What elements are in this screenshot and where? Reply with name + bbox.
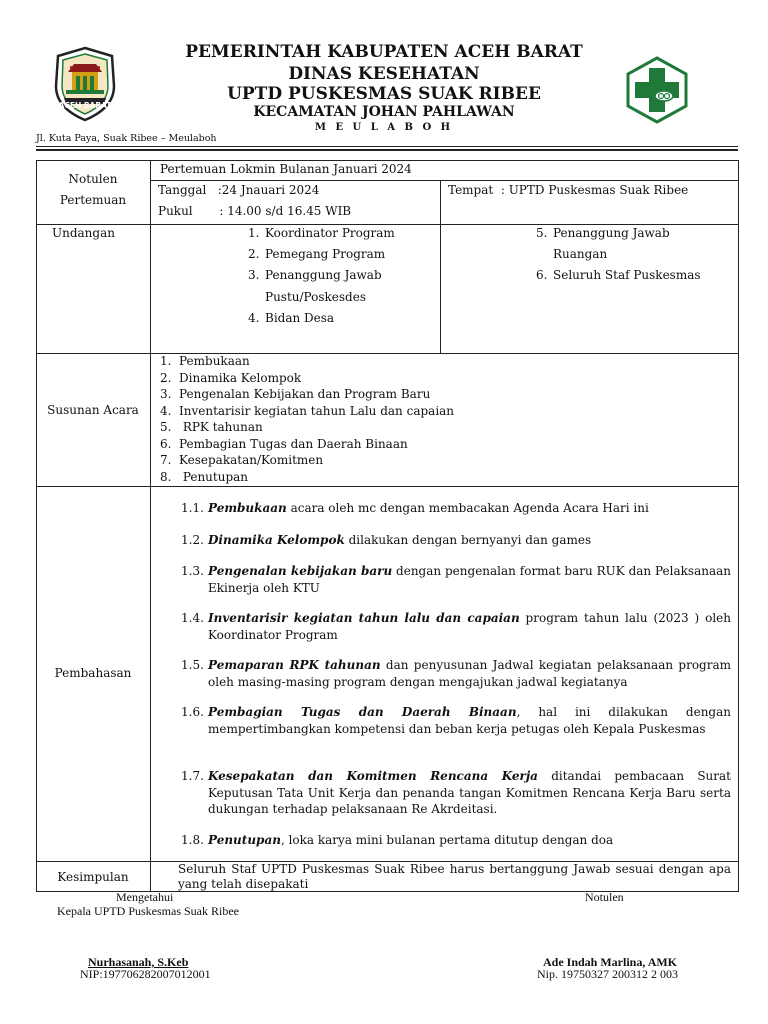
acara-item-num: 4. [160,403,172,418]
meeting-date: Tanggal :24 Jnauari 2024 [158,183,320,197]
undangan-item: Koordinator Program [265,226,395,240]
acara-item: Pengenalan Kebijakan dan Program Baru [179,387,431,401]
sig-right-name: Ade Indah Marlina, AMK [543,955,678,969]
pembahasan-item-num: 1.6. [181,705,204,719]
pembahasan-item-text: ditandai pembacaan Surat Keputusan Tata Unit Kerja dan penanda tangan Komitmen Rencana Kerja Baru serta dukungan terhadap pelaksanaan Re Akrdeitasi. [208,769,731,816]
pembahasan-item-text: dilakukan dengan bernyanyi dan games [344,533,592,547]
acara-item: Dinamika Kelompok [179,370,302,385]
label-pembahasan: Pembahasan [54,666,132,680]
pembahasan-item [208,657,731,690]
undangan-item-num: 5. [536,226,548,240]
acara-item: RPK tahunan [179,420,263,434]
pembahasan-item-heading: Penutupan [208,833,281,847]
acara-item-num: 2. [160,370,172,385]
pembahasan-item-num: 1.5. [181,658,204,672]
pembahasan-item [208,500,731,517]
pembahasan-item [208,610,731,643]
table-row-divider [36,486,739,487]
undangan-item-num: 4. [248,310,260,325]
sig-left-title2: Kepala UPTD Puskesmas Suak Ribee [57,904,239,918]
pembahasan-item-heading: Dinamika Kelompok [208,533,345,547]
header-line-3: UPTD PUSKESMAS SUAK RIBEE [227,84,541,104]
sig-right-title: Notulen [585,890,624,904]
address: Jl. Kuta Paya, Suak Ribee – Meulaboh [36,133,217,144]
acara-item-num: 7. [160,453,172,467]
pembahasan-item [208,563,731,596]
undangan-item-num: 1. [248,226,260,240]
pembahasan-item-num: 1.1. [181,501,204,515]
undangan-item: Penanggung Jawab [553,226,670,240]
pembahasan-item-text: program tahun lalu (2023 ) oleh Koordinator Program [208,611,731,642]
acara-item: Inventarisir kegiatan tahun Lalu dan capaian [179,403,455,418]
meeting-place: Tempat : UPTD Puskesmas Suak Ribee [448,183,689,197]
label-notulen: Notulen [68,172,118,186]
pembahasan-item [208,832,731,849]
pembahasan-item-text: dan penyusunan Jadwal kegiatan pelaksanaan program oleh masing-masing program dengan mengajukan jadwal kegiatanya [208,658,731,689]
pembahasan-item-text: , hal ini dilakukan dengan mempertimbangkan kompetensi dan beban kerja petugas oleh Kepala Puskesmas [208,705,731,736]
header-line-4: KECAMATAN JOHAN PAHLAWAN [253,104,515,120]
pembahasan-item-text: dengan pengenalan format baru RUK dan Pelaksanaan Ekinerja oleh KTU [208,564,731,595]
header-line-1: PEMERINTAH KABUPATEN ACEH BARAT [185,42,583,62]
pembahasan-item-num: 1.7. [181,769,204,783]
acara-item: Penutupan [179,469,249,484]
label-undangan: Undangan [52,226,115,240]
acara-item-num: 6. [160,436,172,451]
acara-item-num: 1. [160,354,172,368]
meeting-time: Pukul : 14.00 s/d 16.45 WIB [158,204,352,218]
sig-right-nip: Nip. 19750327 200312 2 003 [537,967,678,981]
divider [36,149,738,151]
acara-item-num: 5. [160,420,172,434]
label-kesimpulan: Kesimpulan [57,870,129,884]
sig-left-name: Nurhasanah, S.Keb [88,955,189,969]
table-row-divider [150,180,739,181]
table-row-divider [36,353,739,354]
pembahasan-item-heading: Pembukaan [208,501,287,515]
undangan-item: Pustu/Poskesdes [265,289,366,304]
pembahasan-item-heading: Pengenalan kebijakan baru [208,564,393,578]
label-pertemuan: Pertemuan [59,193,127,207]
pembahasan-item-num: 1.3. [181,564,204,578]
table-col-divider [150,160,151,892]
pembahasan-item-heading: Pembagian Tugas dan Daerah Binaan [208,705,517,719]
pembahasan-item-num: 1.4. [181,611,204,625]
pembahasan-item-heading: Pemaparan RPK tahunan [208,658,381,672]
pembahasan-item-text: , loka karya mini bulanan pertama ditutup dengan doa [280,833,614,847]
pembahasan-item-num: 1.2. [181,533,204,547]
pembahasan-item-heading: Inventarisir kegiatan tahun lalu dan capaian [208,611,520,625]
sig-left-title1: Mengetahui [116,890,174,904]
undangan-item-num: 2. [248,247,260,262]
header-line-2: DINAS KESEHATAN [288,64,480,84]
meeting-title: Pertemuan Lokmin Bulanan Januari 2024 [160,162,412,176]
label-susunan-acara: Susunan Acara [47,403,139,417]
kesimpulan-text: Seluruh Staf UPTD Puskesmas Suak Ribee harus bertanggung Jawab sesuai dengan apa yang telah disepakati [178,862,731,891]
undangan-item: Pemegang Program [265,247,386,262]
pembahasan-item [208,704,731,737]
acara-item: Pembukaan [179,354,250,368]
undangan-item: Bidan Desa [265,310,335,325]
pembahasan-item [208,532,731,549]
pembahasan-item-num: 1.8. [181,833,204,847]
acara-item-num: 3. [160,387,172,401]
pembahasan-item-heading: Kesepakatan dan Komitmen Rencana Kerja [208,769,538,783]
undangan-item: Ruangan [553,247,608,262]
pembahasan-item-text: acara oleh mc dengan membacakan Agenda Acara Hari ini [286,501,649,515]
header-line-5: M E U L A B O H [314,122,454,133]
undangan-item-num: 6. [536,268,548,283]
undangan-item: Penanggung Jawab [265,268,382,283]
divider [36,146,738,147]
undangan-item: Seluruh Staf Puskesmas [553,268,701,283]
pembahasan-item [208,768,731,818]
logo-left-text: ACEH BARAT [58,101,112,110]
acara-item: Kesepakatan/Komitmen [179,453,324,467]
acara-item: Pembagian Tugas dan Daerah Binaan [179,436,408,451]
acara-item-num: 8. [160,469,172,484]
sig-left-nip: NIP:197706282007012001 [80,967,211,981]
undangan-item-num: 3. [248,268,260,283]
table-col-divider [440,180,441,353]
